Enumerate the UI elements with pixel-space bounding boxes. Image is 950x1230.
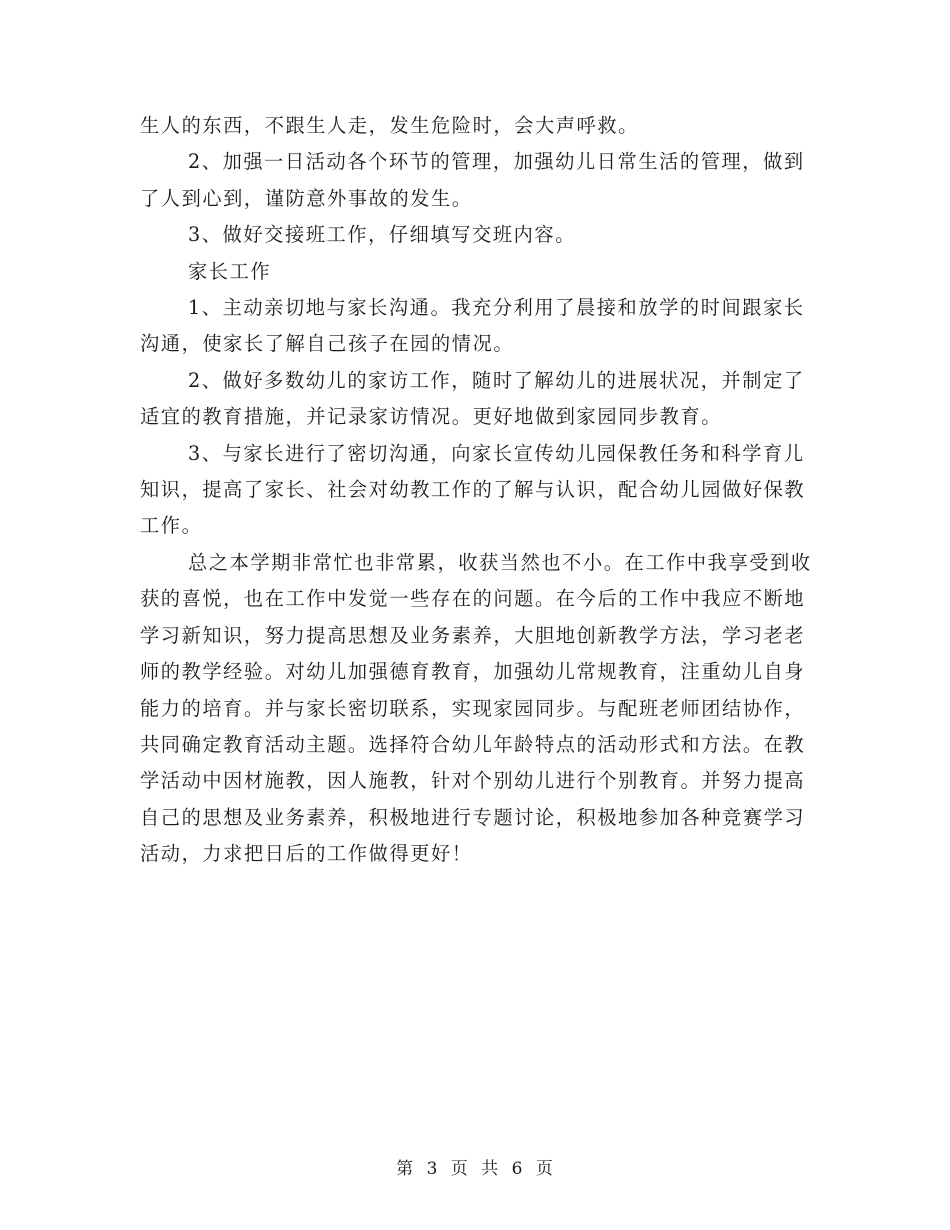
paragraph-parent-item-3: 3、与家长进行了密切沟通，向家长宣传幼儿园保教任务和科学育儿知识，提高了家长、社会对幼教工作的了解与认识，配合幼儿园做好保教工作。 (140, 441, 806, 538)
paragraph-parent-item-1: 1、主动亲切地与家长沟通。我充分利用了晨接和放学的时间跟家长沟通，使家长了解自己孩子在园的情况。 (140, 296, 805, 356)
page-number-footer: 第 3 页 共 6 页 (396, 1159, 554, 1179)
paragraph-safety-item-2: 2、加强一日活动各个环节的管理，加强幼儿日常生活的管理，做到了人到心到，谨防意外事故的发生。 (140, 150, 805, 210)
paragraph-summary: 总之本学期非常忙也非常累，收获当然也不小。在工作中我享受到收获的喜悦，也在工作中发觉一些存在的问题。在今后的工作中我应不断地学习新知识，努力提高思想及业务素养，大胆地创新教学方法，学习老老师的教学经验。对幼儿加强德育教育，加强幼儿常规教育，注重幼儿自身能力的培育。并与家长密切联系，实现家园同步。与配班老师团结协作，共同确定教育活动主题。选择符合幼儿年龄特点的活动形式和方法。在教学活动中因材施教，因人施教，针对个别幼儿进行个别教育。并努力提高自己的思想及业务素养，积极地进行专题讨论，积极地参加各种竞赛学习活动，力求把日后的工作做得更好！ (140, 550, 812, 866)
paragraph-safety-item-3: 3、做好交接班工作，仔细填写交班内容。 (188, 223, 576, 247)
paragraph-continuation: 生人的东西，不跟生人走，发生危险时，会大声呼救。 (140, 114, 639, 137)
document-body (140, 108, 812, 873)
paragraph-parent-item-2: 2、做好多数幼儿的家访工作，随时了解幼儿的进展状况，并制定了适宜的教育措施，并记录家访情况。更好地做到家园同步教育。 (140, 368, 805, 429)
section-heading-parent-work: 家长工作 (188, 259, 272, 283)
